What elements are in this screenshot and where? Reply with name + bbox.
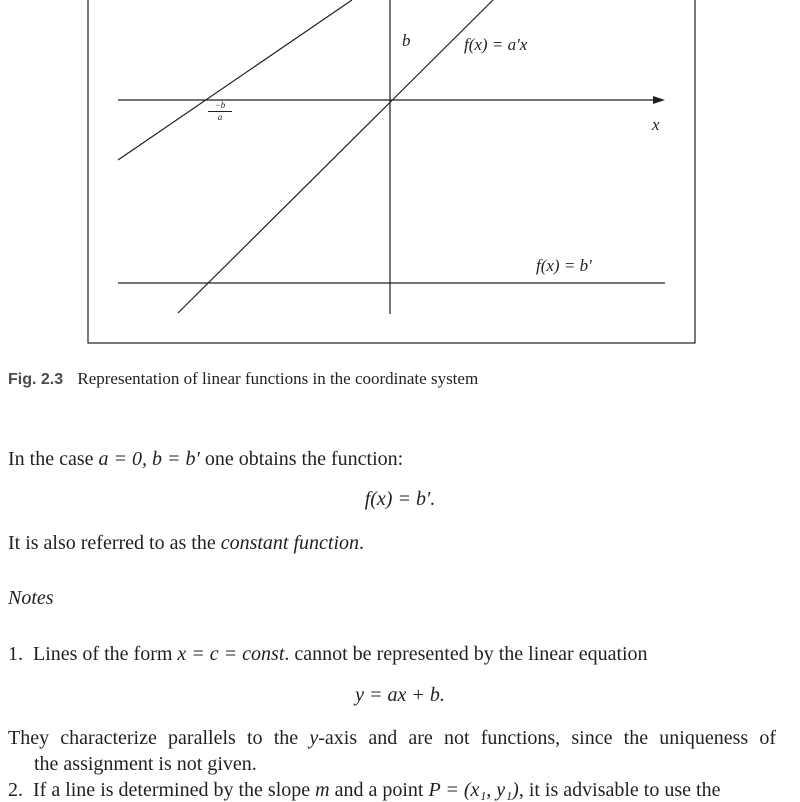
note-1-continuation	[8, 726, 776, 750]
figure-linear-functions	[0, 0, 800, 360]
note-2	[8, 778, 720, 802]
figure-caption	[8, 369, 478, 389]
text-run: and a point	[329, 779, 429, 801]
equation-linear: y = ax + b.	[355, 684, 445, 706]
note-1	[8, 642, 648, 666]
label-x-axis: x	[652, 115, 660, 134]
figure-frame	[88, 0, 695, 343]
text-run: If a line is determined by the slope	[33, 779, 316, 801]
math-inline: y	[309, 727, 319, 749]
paragraph-constant-case	[8, 447, 403, 471]
intercept-numerator: −b	[208, 101, 232, 112]
text-run: They characterize parallels to the	[8, 727, 310, 749]
text-run: Lines of the form	[33, 643, 178, 665]
intercept-denominator: a	[217, 112, 223, 122]
label-b: b	[402, 31, 411, 50]
line-a-prime-x	[178, 0, 493, 313]
text-run: -axis and are not functions, since the uniqueness of	[318, 727, 776, 749]
paragraph-constant-function	[8, 531, 364, 555]
emphasis: constant function	[220, 532, 360, 554]
label-intercept-fraction	[208, 101, 232, 122]
math-inline: x = c = const	[177, 643, 285, 665]
caption-text: Representation of linear functions in the coordinate system	[77, 369, 479, 388]
label-f-b-prime: f(x) = b′	[536, 256, 592, 275]
math-inline: m	[315, 779, 330, 801]
note-number: 2.	[8, 779, 23, 801]
text-run: . cannot be represented by the linear equation	[284, 643, 648, 665]
line-ax-plus-b	[118, 0, 352, 160]
equation-constant: f(x) = b′.	[364, 488, 436, 510]
label-f-a-prime-x: f(x) = a′x	[464, 35, 528, 54]
notes-heading: Notes	[8, 587, 54, 609]
x-axis-arrow-icon	[653, 96, 665, 104]
text-run: .	[359, 532, 365, 554]
text-run: In the case	[8, 448, 99, 470]
caption-label: Fig. 2.3	[8, 371, 64, 388]
math-inline: a = 0, b = b′	[98, 448, 200, 470]
note-number: 1.	[8, 643, 23, 665]
text-run: one obtains the function:	[199, 448, 404, 470]
text-run: , it is advisable to use the	[518, 779, 721, 801]
note-1-continuation-2: the assignment is not given.	[34, 753, 257, 775]
figure-plot	[0, 0, 800, 360]
text-run: It is also referred to as the	[8, 532, 221, 554]
math-inline: P = (x₁, y₁)	[428, 779, 519, 801]
